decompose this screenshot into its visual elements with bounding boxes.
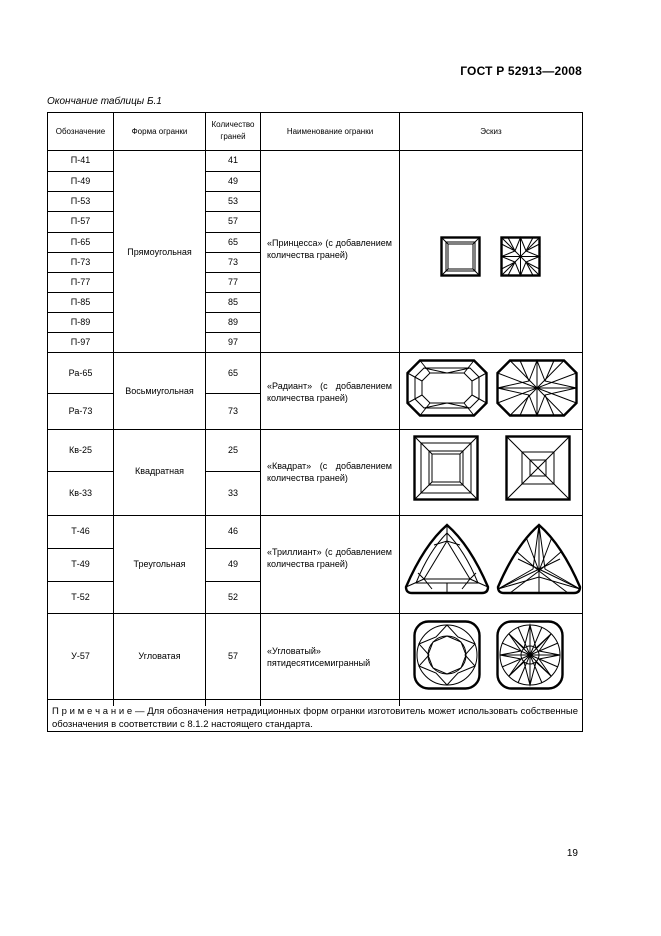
cell-facets: 77 [227, 277, 238, 287]
cell-facets: 89 [227, 317, 238, 327]
cell-shape: Восьмиугольная [125, 386, 194, 396]
square-top-icon [505, 435, 571, 501]
table-note [52, 705, 578, 731]
trilliant-top-icon [496, 523, 582, 595]
note-label: П р и м е ч а н и е [52, 706, 133, 717]
cell-facets: 57 [227, 216, 238, 226]
cell-facets: 73 [227, 257, 238, 267]
cell-code: П-89 [70, 317, 91, 327]
cell-code: П-53 [70, 196, 91, 206]
trilliant-outline-icon [404, 523, 490, 595]
cell-facets: 49 [227, 176, 238, 186]
page-number: 19 [566, 848, 578, 859]
cell-facets: 97 [227, 337, 238, 347]
cell-facets: 65 [227, 237, 238, 247]
radiant-outline-icon [406, 359, 488, 417]
angular-outline-icon [413, 620, 481, 690]
cell-code: Ра-73 [68, 406, 93, 416]
cell-shape: Угловатая [138, 651, 181, 661]
cell-code: Кв-25 [68, 445, 93, 455]
cell-facets: 33 [227, 488, 238, 498]
cell-code: П-77 [70, 277, 91, 287]
cell-facets: 65 [227, 368, 238, 378]
cell-code: П-49 [70, 176, 91, 186]
cell-code: П-65 [70, 237, 91, 247]
princess-outline-icon [440, 236, 481, 277]
cell-facets: 52 [227, 592, 238, 602]
cell-facets: 73 [227, 406, 238, 416]
cell-code: П-97 [70, 337, 91, 347]
note-text: — Для обозначения нетрадиционных форм огранки изготовитель может использовать собственные обозначения в соответствии с 8.1.2 настоящего стандарта. [52, 706, 578, 730]
cell-cut-name: «Квадрат» (с добавлением количества граней) [267, 461, 392, 483]
cell-cut-name: «Принцесса» (с добавлением количества граней) [267, 238, 392, 260]
cell-code: П-85 [70, 297, 91, 307]
cell-cut-name: «Радиант» (с добавлением количества граней) [267, 381, 392, 403]
cell-code: П-73 [70, 257, 91, 267]
cell-facets: 41 [227, 155, 238, 165]
cell-code: П-57 [70, 216, 91, 226]
cell-facets: 46 [227, 526, 238, 536]
angular-top-icon [496, 620, 564, 690]
radiant-top-icon [496, 359, 578, 417]
square-outline-icon [413, 435, 479, 501]
cell-code: Т-52 [71, 592, 90, 602]
column-header-name: Наименование огранки [286, 127, 374, 136]
cell-shape: Квадратная [135, 466, 184, 476]
cell-code: Кв-33 [68, 488, 93, 498]
princess-top-icon [500, 236, 541, 277]
cell-code: П-41 [70, 155, 91, 165]
column-header-shape: Форма огранки [131, 127, 188, 136]
column-header-code: Обозначение [55, 127, 106, 136]
table-caption: Окончание таблицы Б.1 [47, 96, 162, 107]
column-header-sketch: Эскиз [480, 127, 502, 136]
cell-code: Т-49 [71, 559, 90, 569]
cell-code: Т-46 [71, 526, 90, 536]
cell-cut-name: «Триллиант» (с добавлением количества граней) [267, 547, 392, 569]
cell-code: У-57 [71, 651, 90, 661]
column-header-facets: Количество граней [211, 120, 255, 141]
cell-shape: Прямоугольная [127, 247, 192, 257]
cell-facets: 53 [227, 196, 238, 206]
cell-code: Ра-65 [68, 368, 93, 378]
cell-facets: 85 [227, 297, 238, 307]
cell-facets: 25 [227, 445, 238, 455]
cell-facets: 49 [227, 559, 238, 569]
standard-header: ГОСТ Р 52913—2008 [460, 64, 582, 78]
cell-facets: 57 [227, 651, 238, 661]
cell-cut-name: «Угловатый» пятидесятисемигранный [267, 646, 371, 668]
cell-shape: Треугольная [133, 559, 186, 569]
